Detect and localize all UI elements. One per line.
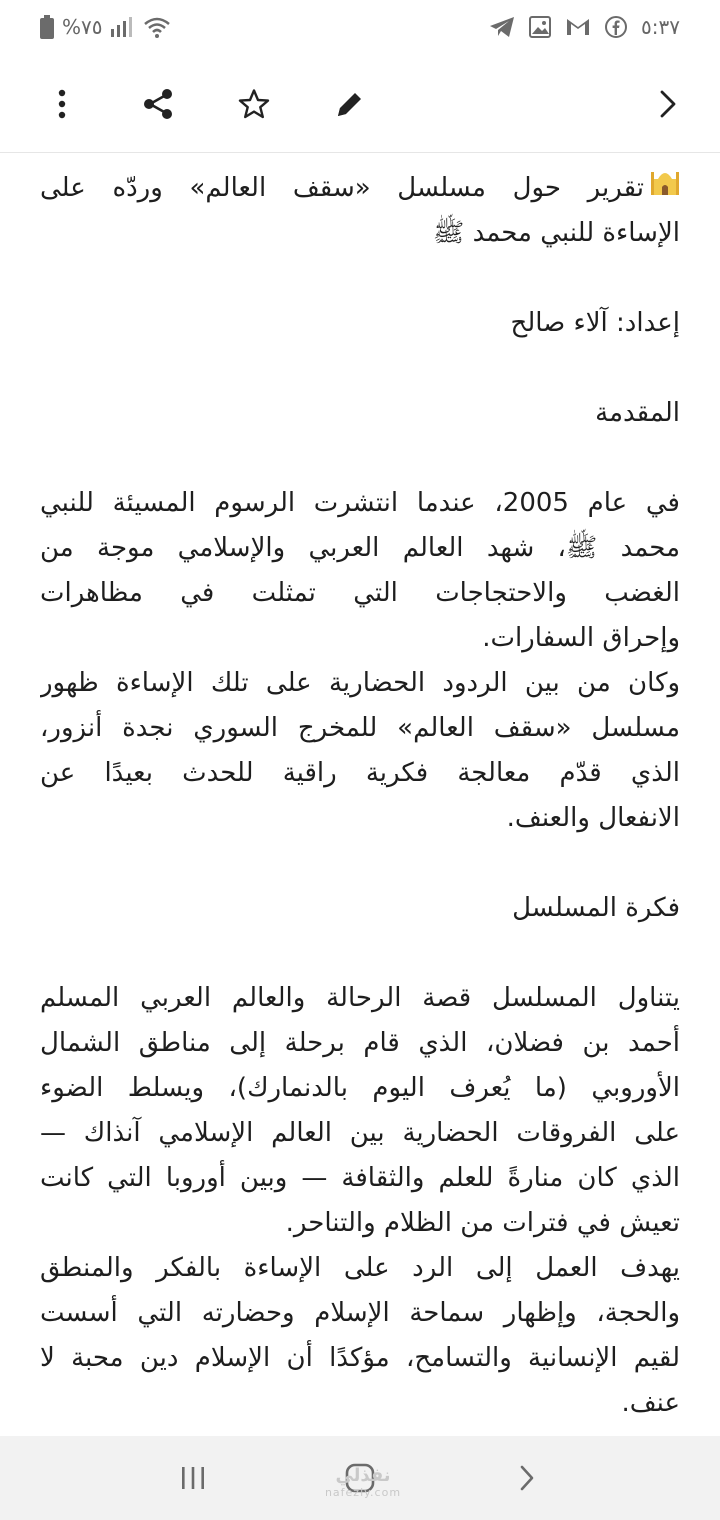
- note-line-text: الإساءة للنبي محمد ﷺ: [432, 218, 680, 248]
- blank-line: [40, 931, 680, 976]
- battery-icon: [40, 15, 54, 39]
- note-line-text: فكرة المسلسل: [512, 893, 680, 923]
- gmail-icon: [565, 17, 591, 37]
- blank-line: [40, 436, 680, 481]
- gallery-icon: [529, 16, 551, 38]
- note-line: [40, 481, 680, 526]
- note-line: [40, 796, 680, 841]
- note-line: [40, 526, 680, 571]
- blank-line: [40, 841, 680, 886]
- recents-icon: [179, 1465, 207, 1491]
- note-line-text: وكان من بين الردود الحضارية على تلك الإساءة ظهور: [40, 668, 680, 698]
- note-line: [40, 391, 680, 436]
- note-line-text: مسلسل «سقف العالم» للمخرج السوري نجدة أنزور،: [40, 713, 680, 743]
- note-line: [40, 1066, 680, 1111]
- note-line-text: على الفروقات الحضارية بين العالم الإسلامي آنذاك —: [40, 1118, 680, 1148]
- favorite-button[interactable]: [232, 82, 276, 126]
- note-line-text: والحجة، وإظهار سماحة الإسلام وحضارته التي أسست: [40, 1298, 680, 1328]
- edit-button[interactable]: [328, 82, 372, 126]
- share-button[interactable]: [136, 82, 180, 126]
- note-line-text: الانفعال والعنف.: [506, 803, 680, 833]
- watermark-text: نفذلي: [335, 1465, 391, 1486]
- note-line: [40, 1111, 680, 1156]
- chevron-right-icon: [658, 89, 678, 119]
- more-options-button[interactable]: [40, 82, 84, 126]
- note-line: [40, 1291, 680, 1336]
- note-line: [40, 1021, 680, 1066]
- note-line: [40, 1156, 680, 1201]
- note-line-text: لقيم الإنسانية والتسامح، مؤكدًا أن الإسلام دين محبة لا: [40, 1343, 680, 1373]
- note-line-text: الذي كان منارةً للعلم والثقافة — وبين أوروبا التي كانت: [40, 1163, 680, 1193]
- share-icon: [142, 88, 174, 120]
- back-nav-button[interactable]: [497, 1448, 557, 1508]
- watermark-logo: [318, 1466, 408, 1500]
- note-line: [40, 661, 680, 706]
- note-line: [40, 211, 680, 256]
- note-line-text: إعداد: آلاء صالح: [510, 308, 680, 338]
- note-line-text: الذي قدّم معالجة فكرية راقية للحدث بعيدًا عن: [40, 758, 680, 788]
- note-line-text: محمد ﷺ، شهد العالم العربي والإسلامي موجة من: [40, 533, 680, 563]
- wifi-icon: [143, 16, 171, 38]
- note-line: [40, 1201, 680, 1246]
- note-line: [40, 1336, 680, 1381]
- note-body[interactable]: [40, 166, 680, 1432]
- note-line-text: في عام 2005، عندما انتشرت الرسوم المسيئة للنبي: [40, 488, 680, 518]
- mosque-icon: [650, 166, 680, 211]
- note-line: [40, 616, 680, 661]
- note-line-text: وإحراق السفارات.: [482, 623, 680, 653]
- battery-percent: %٧٥: [62, 15, 103, 39]
- note-line: [40, 166, 680, 211]
- status-right-group: [489, 15, 680, 39]
- note-line-text: عنف.: [621, 1388, 680, 1418]
- note-line-text: الأوروبي (ما يُعرف اليوم بالدنمارك)، ويسلط الضوء: [40, 1073, 680, 1103]
- back-icon: [518, 1464, 536, 1492]
- star-icon: [238, 88, 270, 120]
- note-line: [40, 301, 680, 346]
- note-line-text: تعيش في فترات من الظلام والتناحر.: [285, 1208, 680, 1238]
- note-line-text: تقرير حول مسلسل «سقف العالم» وردّه على: [40, 173, 644, 203]
- note-line: [40, 1246, 680, 1291]
- note-line-text: أحمد بن فضلان، الذي قام برحلة إلى مناطق الشمال: [40, 1028, 680, 1058]
- toolbar-divider: [0, 152, 720, 153]
- note-line: [40, 706, 680, 751]
- edit-icon: [334, 88, 366, 120]
- note-line: [40, 1381, 680, 1426]
- note-line: [40, 751, 680, 796]
- note-line-text: يتناول المسلسل قصة الرحالة والعالم العربي المسلم: [40, 983, 680, 1013]
- note-line-text: المقدمة: [595, 398, 680, 428]
- status-left-group: [40, 15, 171, 39]
- back-button[interactable]: [646, 82, 690, 126]
- facebook-icon: [605, 16, 627, 38]
- note-line: [40, 571, 680, 616]
- note-toolbar: [0, 62, 720, 146]
- more-options-icon: [58, 89, 66, 119]
- telegram-icon: [489, 16, 515, 38]
- status-bar: [0, 0, 720, 54]
- note-line: [40, 886, 680, 931]
- note-line-text: يهدف العمل إلى الرد على الإساءة بالفكر والمنطق: [40, 1253, 680, 1283]
- blank-line: [40, 256, 680, 301]
- toolbar-actions: [40, 82, 372, 126]
- watermark-url: nafezly.com: [324, 1486, 402, 1499]
- note-line: [40, 976, 680, 1021]
- blank-line: [40, 346, 680, 391]
- note-line-text: الغضب والاحتجاجات التي تمثلت في مظاهرات: [40, 578, 680, 608]
- signal-icon: [111, 17, 135, 37]
- recents-button[interactable]: [163, 1448, 223, 1508]
- clock: ٥:٣٧: [641, 15, 680, 39]
